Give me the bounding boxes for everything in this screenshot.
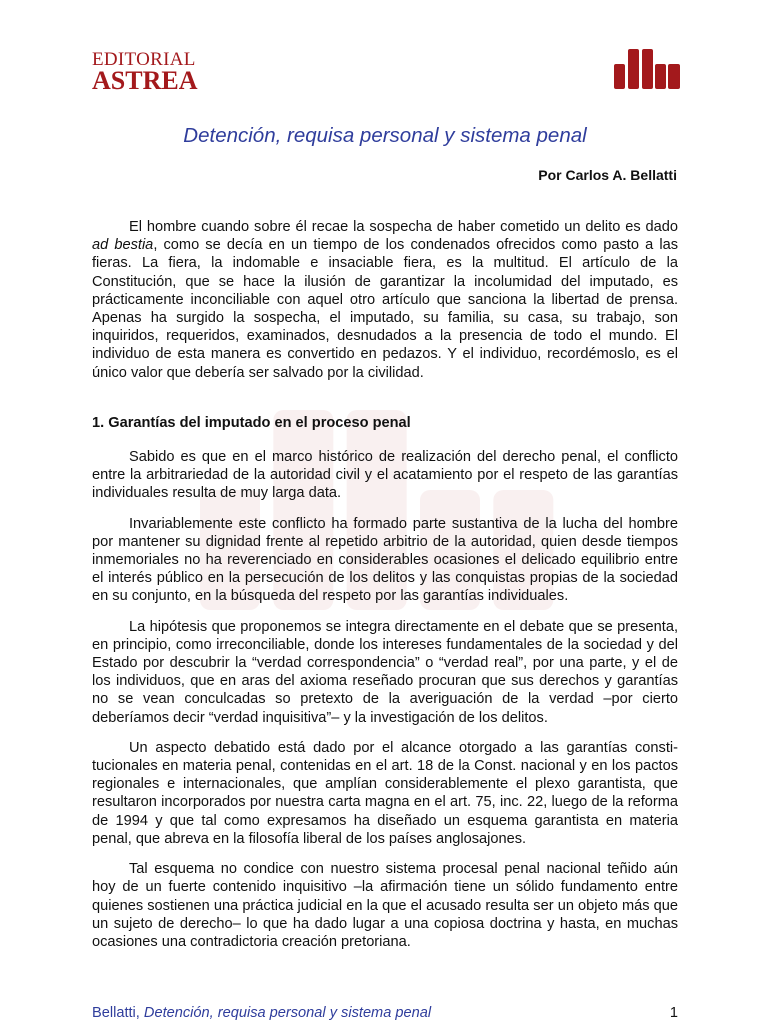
document-title: Detención, requisa personal y sistema penal (183, 124, 587, 147)
document-body (92, 218, 678, 963)
page-number: 1 (669, 1005, 678, 1021)
publisher-logo (92, 50, 197, 94)
author-line: Por Carlos A. Bellatti (538, 167, 677, 183)
body-paragraph: La hipótesis que proponemos se integra directamente en el debate que se presenta, en principio, como irreconciliable, donde los intereses fundamentales de la sociedad y del Estado por descubrir la “verdad correspondencia” o “verdad real”, por una parte, y el de los individuos, que en aras del axioma reseñado procuran que sus derechos y garantías no se vean conculcadas so pretexto de la averiguación de la verdad –por cierto deberíamos decir “verdad inquisitiva”– y la investigación de los delitos. (92, 618, 678, 726)
body-paragraph: Invariablemente este conflicto ha formado parte sustantiva de la lucha del hombre por mantener su dignidad frente al repetido arbitrio de la autoridad, quien desde tiempos inmemoriales no ha reverenciado en considerables ocasiones el delicado equilibrio entre el interés público en la persecución de los delitos y las conquistas propias de la sociedad en su conjunto, en la búsqueda del respeto por las garantías individuales. (92, 515, 678, 605)
footer-title: Detención, requisa personal y sistema penal (143, 1005, 432, 1021)
section-heading: 1. Garantías del imputado en el proceso penal (92, 414, 411, 431)
intro-emphasis: ad bestia (92, 237, 154, 254)
body-paragraph: Sabido es que en el marco histórico de realización del derecho penal, el conflicto entre la arbitrariedad de la autoridad civil y el acatamiento por el respeto de las garantías individuales resulta de muy larga data. (92, 449, 678, 502)
intro-paragraph (92, 218, 678, 382)
astrea-dh-logo-icon (614, 49, 680, 89)
body-paragraph: Tal esquema no condice con nuestro sistema procesal penal nacional teñido aún hoy de un fuerte contenido inquisitivo –la afirmación tiene un sólido fundamento entre quienes sostienen una práctica judicial en la que el acusado resulta ser un objeto más que un sujeto de derecho– lo que ha dado lugar a una copiosa doctrina y hasta, en muchas ocasiones una contradictoria creación pretoriana. (92, 861, 678, 950)
page-footer (92, 1005, 678, 1021)
footer-author: Bellatti, (92, 1005, 144, 1021)
publisher-line1: EDITORIAL (92, 49, 196, 70)
intro-text-1: El hombre cuando sobre él recae la sospecha de haber cometido un delito es dado (129, 219, 678, 235)
body-paragraph: Un aspecto debatido está dado por el alcance otorgado a las garantías constitucionales en materia penal, contenidas en el art. 18 de la Const. nacional y en los pactos regionales e internacionales, que amplían considerablemente el plexo garantista, que resultaron incorporados por nuestra carta magna en el art. 75, inc. 22, luego de la reforma de 1994 y que tal como expresamos ha diseñado un esquema garantista en materia penal, que abreva en la filosofía liberal de los países anglosajones. (92, 739, 678, 847)
publisher-line2: ASTREA (92, 66, 198, 95)
intro-text-2: , como se decía en un tiempo de los condenados ofrecidos como pasto a las fieras. La fiera, la indomable e insaciable fiera, es la multitud. El artículo de la Constitución, que se hace la ilusión de garantizar la incolumidad del imputado, es prácticamente inconciliable con aquel otro artículo que sanciona la libertad de prensa. Apenas ha surgido la sospecha, el imputado, su familia, su casa, su trabajo, son inquiridos, requeridos, examinados, desnudados a la presencia de todo el mundo. El individuo de esta manera es convertido en pedazos. Y el individuo, recordémoslo, es el único valor que debería ser salvado por la civilidad. (92, 237, 678, 381)
